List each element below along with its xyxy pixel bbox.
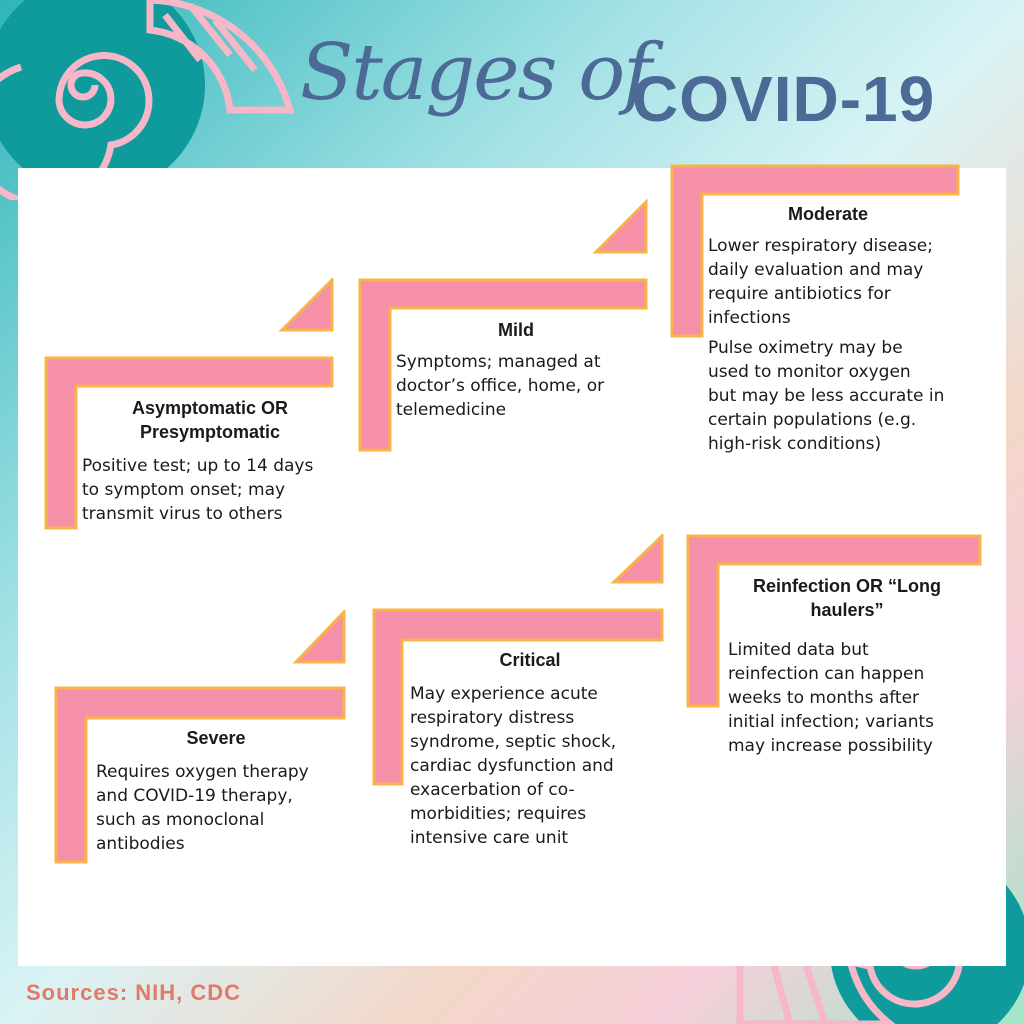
text-line: high-risk conditions) [708,434,882,454]
text-line: reinfection can happen [728,664,925,684]
text-line: telemedicine [396,400,507,420]
text-line: antibodies [96,834,185,854]
text-line: infections [708,308,791,328]
text-line: daily evaluation and may [708,260,924,280]
sources-footer: Sources: NIH, CDC [26,980,242,1005]
text-line: transmit virus to others [82,504,283,524]
stage-text-reinfection [728,638,934,758]
text-line: such as monoclonal [96,810,265,830]
stage-title-asymptomatic [80,396,340,444]
stage-text-severe [96,760,309,856]
text-line: respiratory distress [410,708,575,728]
text-line: and COVID-19 therapy, [96,786,293,806]
stage-title-line: Presymptomatic [139,422,281,442]
text-line: may increase possibility [728,736,933,756]
text-line: syndrome, septic shock, [410,732,617,752]
text-line: initial infection; variants [728,712,935,732]
text-line: Limited data but [728,640,869,660]
stage-title-line: Reinfection OR “Long [753,576,941,596]
text-line: certain populations (e.g. [708,410,917,430]
text-line: to symptom onset; may [82,480,286,500]
stage-title-severe: Severe [186,728,246,748]
stage-text-mild [396,350,604,422]
stage-title-reinfection [722,574,972,622]
text-line: May experience acute [410,684,598,704]
text-line: Pulse oximetry may be [708,338,903,358]
text-line: Lower respiratory disease; [708,236,933,256]
text-line: weeks to months after [728,688,920,708]
stage-title-moderate: Moderate [787,204,868,224]
text-line: intensive care unit [410,828,569,848]
text-line: require antibiotics for [708,284,891,304]
text-line: but may be less accurate in [708,386,945,406]
stage-text-moderate [708,234,933,330]
stage-text-moderate-note [708,336,944,456]
stage-text-asymptomatic [82,454,313,526]
stage-title-mild: Mild [498,320,534,340]
text-line: morbidities; requires [410,804,587,824]
stage-title-critical: Critical [499,650,561,670]
text-line: Positive test; up to 14 days [82,456,314,476]
title-main: COVID-19 [632,63,936,135]
stage-text-critical [410,682,616,850]
title-script: Stages of [300,28,651,118]
text-line: doctor’s office, home, or [396,376,605,396]
text-line: Symptoms; managed at [396,352,601,372]
stage-title-line: haulers” [810,600,884,620]
stage-title-line: Asymptomatic OR [131,398,289,418]
text-line: used to monitor oxygen [708,362,911,382]
text-line: cardiac dysfunction and [410,756,614,776]
text-line: exacerbation of co- [410,780,575,800]
text-line: Requires oxygen therapy [96,762,309,782]
